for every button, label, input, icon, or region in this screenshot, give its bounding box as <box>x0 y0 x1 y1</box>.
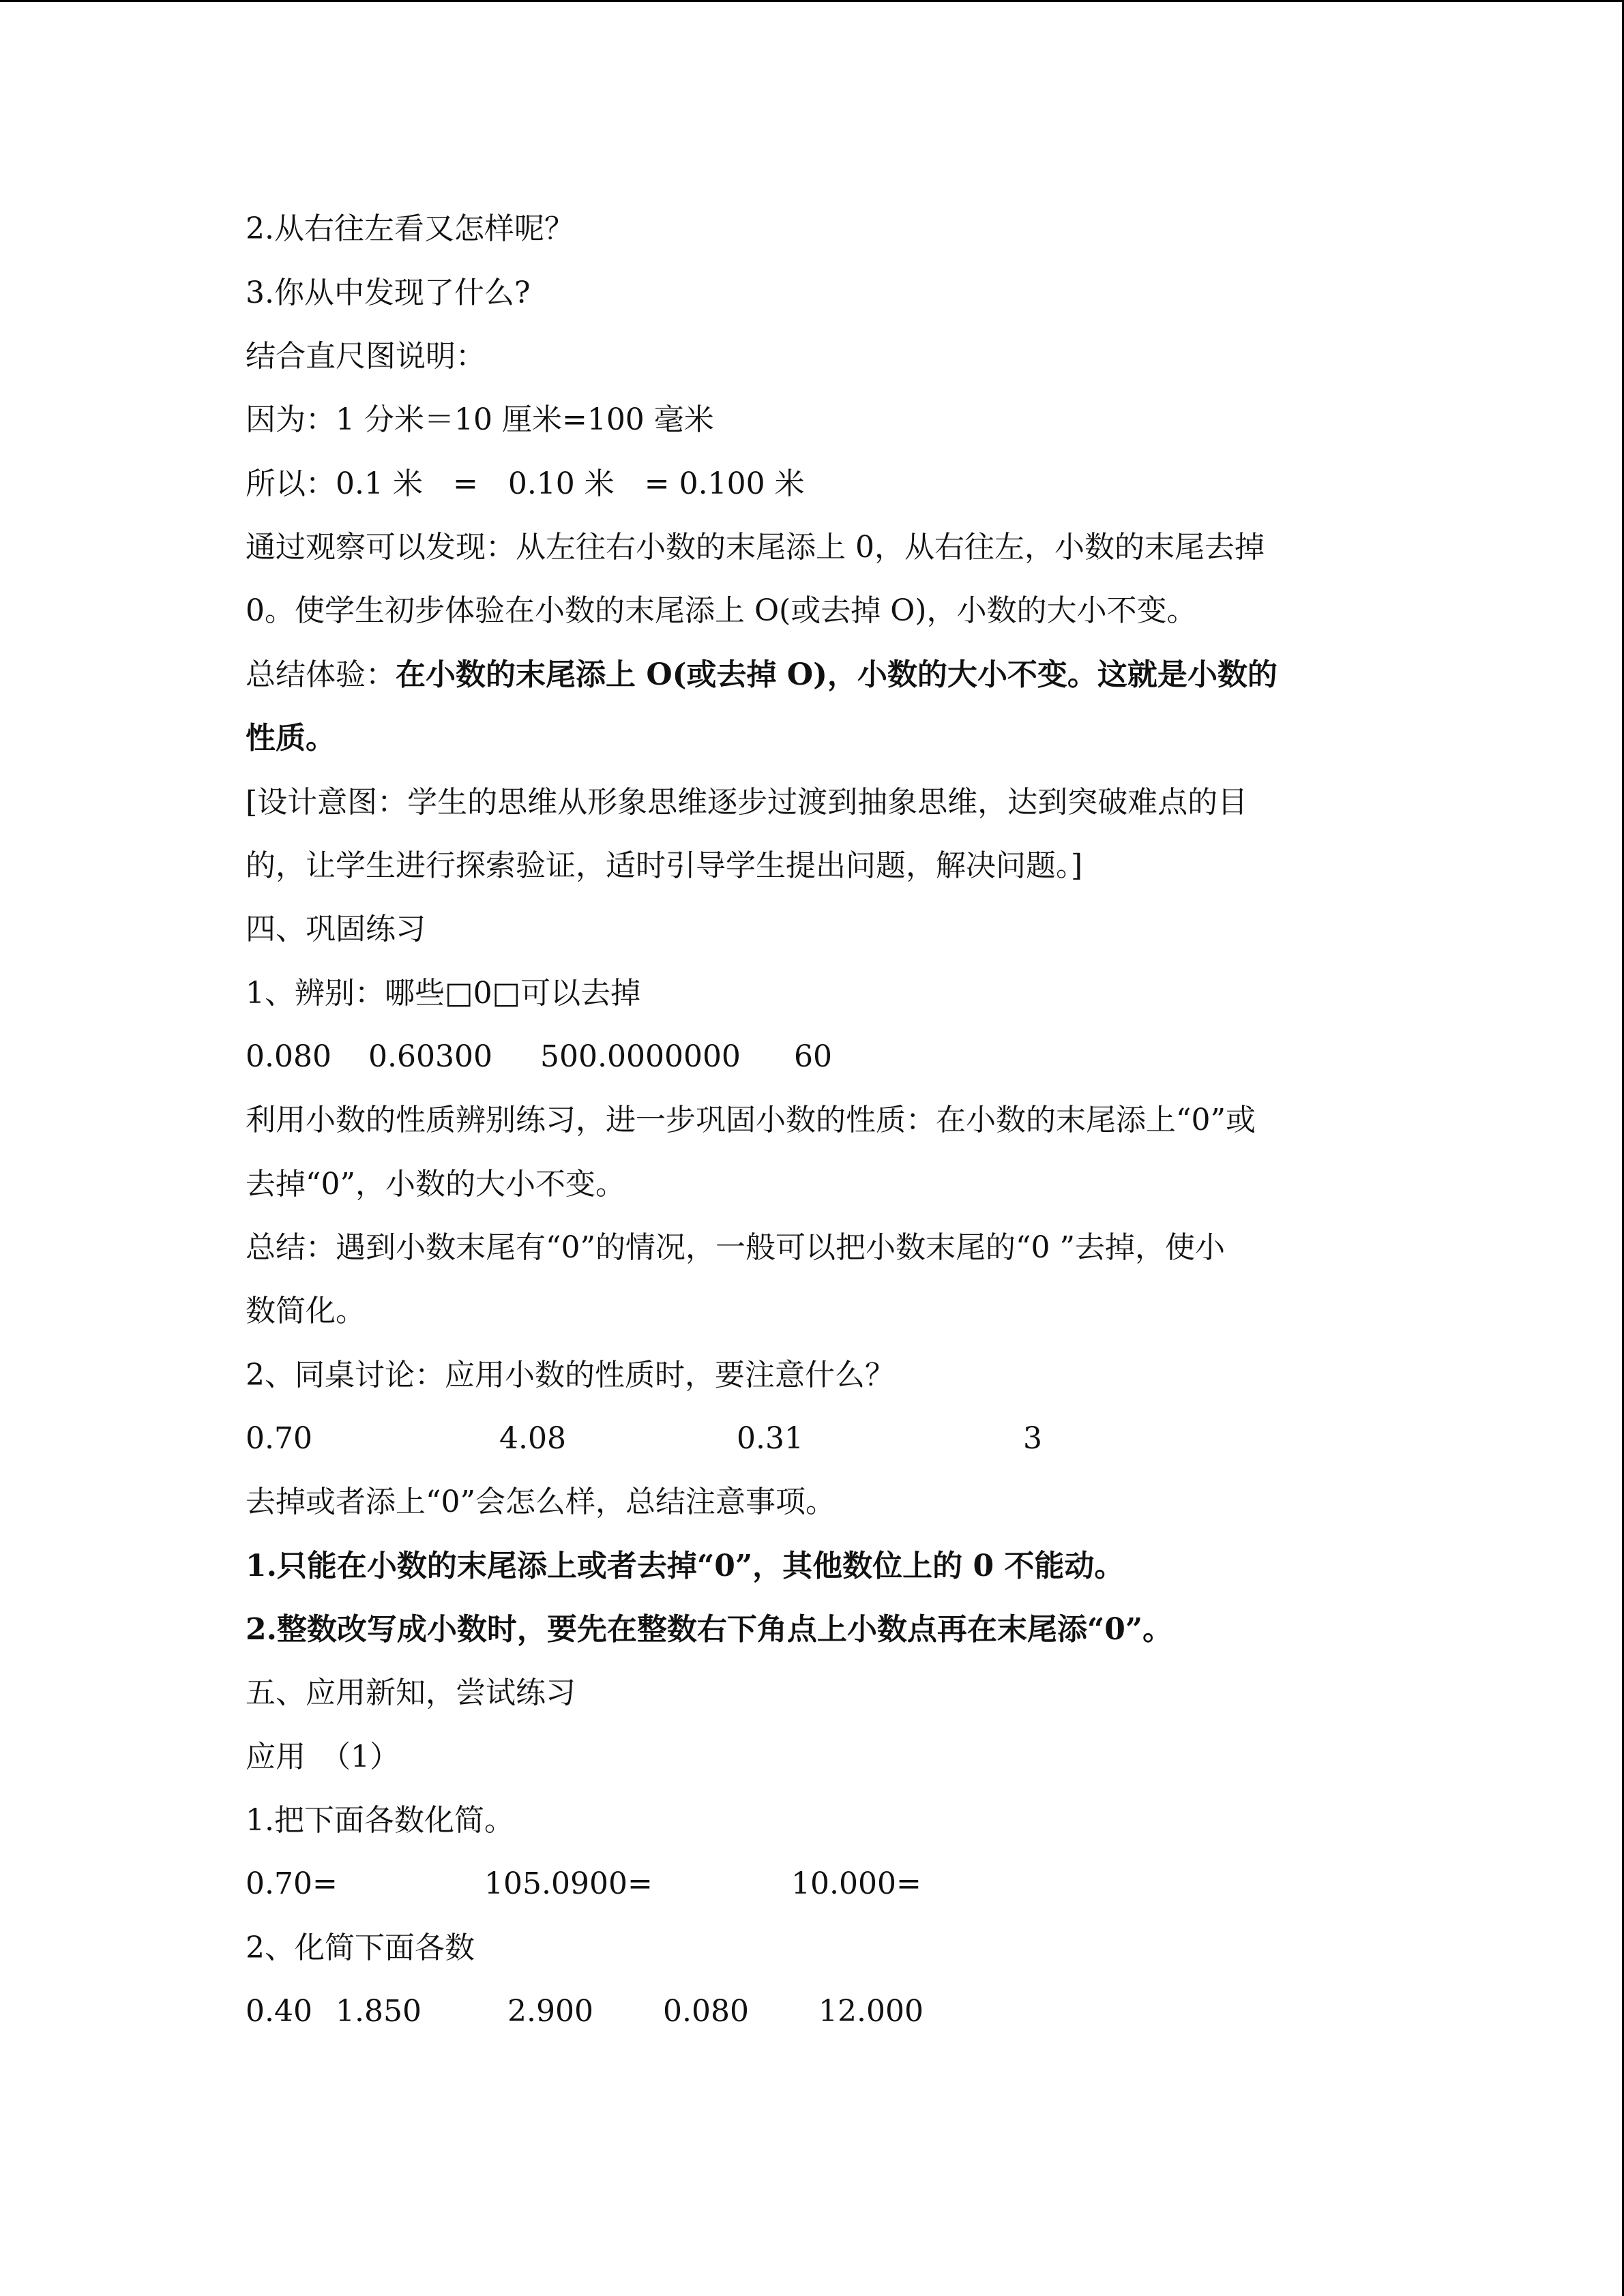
unit-conversion-therefore: 所以：0.1 米 = 0.10 米 = 0.100 米 <box>246 466 805 501</box>
precaution-1: 1.只能在小数的末尾添上或者去掉“0”，其他数位上的 0 不能动。 <box>246 1549 1125 1583</box>
number-item: 105.0900= <box>484 1866 653 1901</box>
number-item: 4.08 <box>499 1421 566 1456</box>
conclusion-line-1: 总结：遇到小数末尾有“0”的情况，一般可以把小数末尾的“0 ”去掉，使小 <box>246 1230 1225 1265</box>
number-item: 0.40 <box>246 1994 312 2029</box>
number-item: 500.0000000 <box>540 1039 741 1074</box>
summary-bold-continuation: 性质。 <box>246 721 336 756</box>
design-intent-line-1: [设计意图：学生的思维从形象思维逐步过渡到抽象思维，达到突破难点的目 <box>246 785 1248 820</box>
number-item: 2.900 <box>507 1994 593 2029</box>
application-task-1: 1.把下面各数化简。 <box>246 1803 514 1838</box>
summary-label: 总结体验： <box>246 657 396 692</box>
discrimination-paragraph-line-1: 利用小数的性质辨别练习，进一步巩固小数的性质：在小数的末尾添上“0”或 <box>246 1103 1256 1137</box>
conclusion-line-2: 数简化。 <box>246 1294 366 1328</box>
section-4-heading: 四、巩固练习 <box>246 912 426 946</box>
precaution-2: 2.整数改写成小数时，要先在整数右下角点上小数点再在末尾添“0”。 <box>246 1612 1173 1647</box>
exercise-1-numbers <box>246 1037 1064 1077</box>
number-item: 0.31 <box>737 1421 803 1456</box>
design-intent-line-2: 的，让学生进行探索验证，适时引导学生提出问题，解决问题。] <box>246 848 1083 883</box>
section-5-heading: 五、应用新知，尝试练习 <box>246 1675 576 1710</box>
number-item: 3 <box>1023 1421 1042 1456</box>
number-item: 0.70 <box>246 1421 312 1456</box>
application-task-1-numbers <box>246 1864 1064 1905</box>
precautions-intro: 去掉或者添上“0”会怎么样，总结注意事项。 <box>246 1485 836 1519</box>
question-2: 2.从右往左看又怎样呢？ <box>246 211 574 246</box>
exercise-2-numbers <box>246 1418 1132 1459</box>
number-item: 0.70= <box>246 1866 338 1901</box>
question-3: 3.你从中发现了什么? <box>246 275 531 310</box>
unit-conversion-because: 因为：1 分米＝10 厘米=100 毫米 <box>246 402 714 437</box>
number-item: 60 <box>794 1039 832 1074</box>
discrimination-paragraph-line-2: 去掉“0”，小数的大小不变。 <box>246 1167 625 1202</box>
application-task-2: 2、化简下面各数 <box>246 1930 475 1965</box>
application-task-2-numbers <box>246 1991 1064 2032</box>
number-item: 10.000= <box>791 1866 921 1901</box>
number-item: 0.080 <box>663 1994 749 2029</box>
exercise-2-prompt: 2、同桌讨论：应用小数的性质时，要注意什么？ <box>246 1358 895 1392</box>
number-item: 0.080 <box>246 1039 331 1074</box>
page-top-border <box>0 0 1624 2</box>
number-item: 1.850 <box>336 1994 422 2029</box>
observation-paragraph-line-2: 0。使学生初步体验在小数的末尾添上 O(或去掉 O)，小数的大小不变。 <box>246 593 1197 628</box>
exercise-1-prompt: 1、辨别：哪些□0□可以去掉 <box>246 976 641 1011</box>
summary-experience <box>246 655 1278 696</box>
number-item: 0.60300 <box>368 1039 492 1074</box>
ruler-explanation-heading: 结合直尺图说明： <box>246 339 486 374</box>
number-item: 12.000 <box>818 1994 924 2029</box>
summary-bold-text: 在小数的末尾添上 O(或去掉 O)，小数的大小不变。这就是小数的 <box>396 657 1278 692</box>
observation-paragraph-line-1: 通过观察可以发现：从左往右小数的末尾添上 0，从右往左，小数的末尾去掉 <box>246 530 1265 565</box>
application-heading: 应用 （1） <box>246 1740 400 1774</box>
